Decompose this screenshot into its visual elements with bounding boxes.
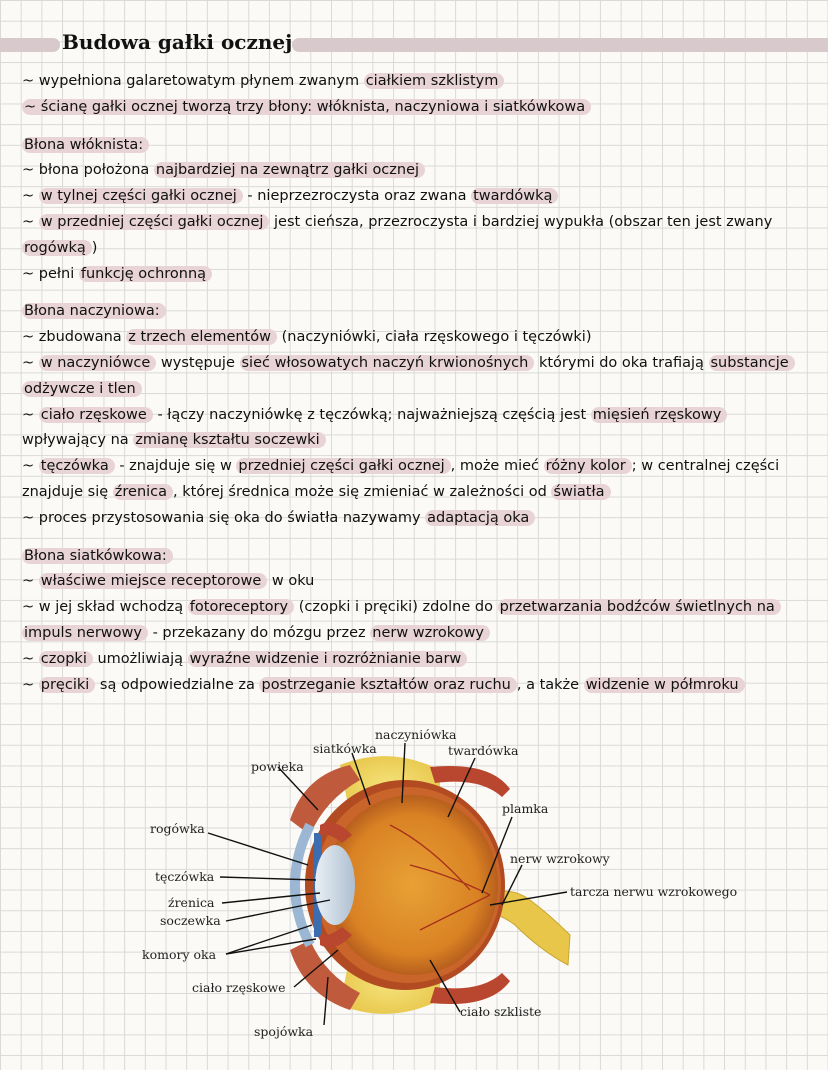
eye-diagram xyxy=(130,725,790,1045)
highlight: funkcję ochronną xyxy=(79,266,212,282)
title-decoration-right xyxy=(292,38,828,52)
highlight: właściwe miejsce receptorowe xyxy=(39,573,267,589)
text: , której średnica może się zmieniać w zależności od xyxy=(173,483,552,500)
highlight: wyraźne widzenie i rozróżnianie barw xyxy=(188,651,468,667)
vascular-line-5 xyxy=(22,506,812,532)
highlight: twardówką xyxy=(471,188,558,204)
label-siatkowka: siatkówka xyxy=(313,741,377,756)
text: jest cieńsza, przezroczysta i bardziej wypukła (obszar ten jest zwany xyxy=(269,213,773,230)
page-title: Budowa gałki ocznej xyxy=(62,30,293,54)
retinal-line-1 xyxy=(22,569,812,595)
label-cialo-szkliste: ciało szkliste xyxy=(460,1004,542,1019)
label-powieka: powieka xyxy=(251,759,304,774)
retinal-line-2 xyxy=(22,595,812,647)
text: ~ xyxy=(22,354,39,371)
text: są odpowiedzialne za xyxy=(95,676,260,693)
highlight: w naczyniówce xyxy=(39,355,157,371)
text: (naczyniówki, ciała rzęskowego i tęczówki) xyxy=(276,329,592,346)
text: - znajduje się w xyxy=(114,458,237,475)
highlight: źrenica xyxy=(113,484,173,500)
fibrous-line-2 xyxy=(22,184,812,210)
highlight: tęczówka xyxy=(39,458,115,474)
text: ~ xyxy=(22,458,39,475)
highlight: różny kolor xyxy=(544,458,632,474)
highlight: pręciki xyxy=(39,677,96,693)
text: ~ pełni xyxy=(22,265,79,282)
label-soczewka: soczewka xyxy=(160,913,221,928)
vascular-line-1 xyxy=(22,325,812,351)
text: którymi do oka trafiają xyxy=(534,354,709,371)
highlight: fotoreceptory xyxy=(188,599,294,615)
text: , a także xyxy=(516,676,584,693)
highlight: w przedniej części gałki ocznej xyxy=(39,214,270,230)
highlight: adaptacją oka xyxy=(425,510,535,526)
highlight: mięsień rzęskowy xyxy=(591,407,728,423)
highlight: rogówką xyxy=(22,240,92,256)
text: w oku xyxy=(267,573,315,590)
highlight: ~ ścianę gałki ocznej tworzą trzy błony: włóknista, naczyniowa i siatkówkowa xyxy=(22,99,591,115)
label-teczowka: tęczówka xyxy=(155,869,215,884)
text: , może mieć xyxy=(450,458,544,475)
label-rogowka: rogówka xyxy=(150,821,205,836)
text: umożliwiają xyxy=(92,650,188,667)
text: występuje xyxy=(156,354,240,371)
text: ~ xyxy=(22,406,39,423)
highlight: przetwarzania bodźców świetlnych na impuls nerwowy xyxy=(22,599,781,641)
fibrous-heading xyxy=(22,133,812,159)
lens-shape xyxy=(315,845,355,925)
intro-line-1 xyxy=(22,69,812,95)
label-spojowka: spojówka xyxy=(254,1024,314,1039)
highlight: czopki xyxy=(39,651,93,667)
section-heading: Błona naczyniowa: xyxy=(22,303,166,319)
vascular-line-3 xyxy=(22,403,812,455)
text: ; w centralnej części znajduje się xyxy=(22,458,780,500)
text: wpływający na xyxy=(22,432,134,449)
text: ~ wypełniona galaretowatym płynem zwanym xyxy=(22,73,364,89)
highlight: przedniej części gałki ocznej xyxy=(236,458,450,474)
text: ~ xyxy=(22,188,39,205)
section-heading: Błona siatkówkowa: xyxy=(22,548,173,564)
text: ~ błona położona xyxy=(22,162,154,179)
label-naczyniowka: naczyniówka xyxy=(375,727,457,742)
vascular-line-2 xyxy=(22,351,812,403)
text: ~ xyxy=(22,650,39,667)
label-zrenica: źrenica xyxy=(168,895,215,910)
text: ~ proces przystosowania się oka do światła nazywamy xyxy=(22,509,426,526)
text: ) xyxy=(91,239,98,256)
text: - nieprzezroczysta oraz zwana xyxy=(242,188,472,205)
text: ~ xyxy=(22,213,39,230)
title-decoration-left xyxy=(0,38,60,52)
highlight: ciałkiem szklistym xyxy=(364,73,505,89)
notes-body xyxy=(22,69,812,698)
label-cialo-rzeskowe: ciało rzęskowe xyxy=(192,980,286,995)
intro-line-2 xyxy=(22,95,812,121)
highlight: substancje odżywcze i tlen xyxy=(22,355,795,397)
fibrous-line-3 xyxy=(22,210,812,262)
highlight: nerw wzrokowy xyxy=(370,625,490,641)
highlight: zmianę kształtu soczewki xyxy=(133,432,325,448)
label-komory: komory oka xyxy=(142,947,217,962)
highlight: w tylnej części gałki ocznej xyxy=(39,188,243,204)
highlight: ciało rzęskowe xyxy=(39,407,153,423)
highlight: widzenie w półmroku xyxy=(584,677,745,693)
fibrous-line-4 xyxy=(22,262,812,288)
vascular-heading xyxy=(22,299,812,325)
text: - przekazany do mózgu przez xyxy=(147,624,371,641)
text: ~ w jej skład wchodzą xyxy=(22,599,188,616)
text: ~ zbudowana xyxy=(22,329,127,346)
label-nerw-wzrokowy: nerw wzrokowy xyxy=(510,851,610,866)
highlight: najbardziej na zewnątrz gałki ocznej xyxy=(154,162,425,178)
text: - łączy naczyniówkę z tęczówką; najważniejszą częścią jest xyxy=(152,406,591,423)
eye-illustration xyxy=(130,725,790,1045)
text: (czopki i pręciki) zdolne do xyxy=(294,599,498,616)
title-row xyxy=(0,30,828,58)
label-twardowka: twardówka xyxy=(448,743,519,758)
fibrous-line-1 xyxy=(22,158,812,184)
text: ~ xyxy=(22,676,39,693)
retinal-line-3 xyxy=(22,647,812,673)
highlight: postrzeganie kształtów oraz ruchu xyxy=(259,677,516,693)
retinal-line-4 xyxy=(22,673,812,699)
highlight: z trzech elementów xyxy=(126,329,277,345)
section-heading: Błona włóknista: xyxy=(22,137,149,153)
label-tarcza: tarcza nerwu wzrokowego xyxy=(570,884,738,899)
label-plamka: plamka xyxy=(502,801,549,816)
highlight: światła xyxy=(551,484,610,500)
retinal-heading xyxy=(22,544,812,570)
vascular-line-4 xyxy=(22,454,812,506)
text: ~ xyxy=(22,573,39,590)
highlight: sieć włosowatych naczyń krwionośnych xyxy=(240,355,535,371)
